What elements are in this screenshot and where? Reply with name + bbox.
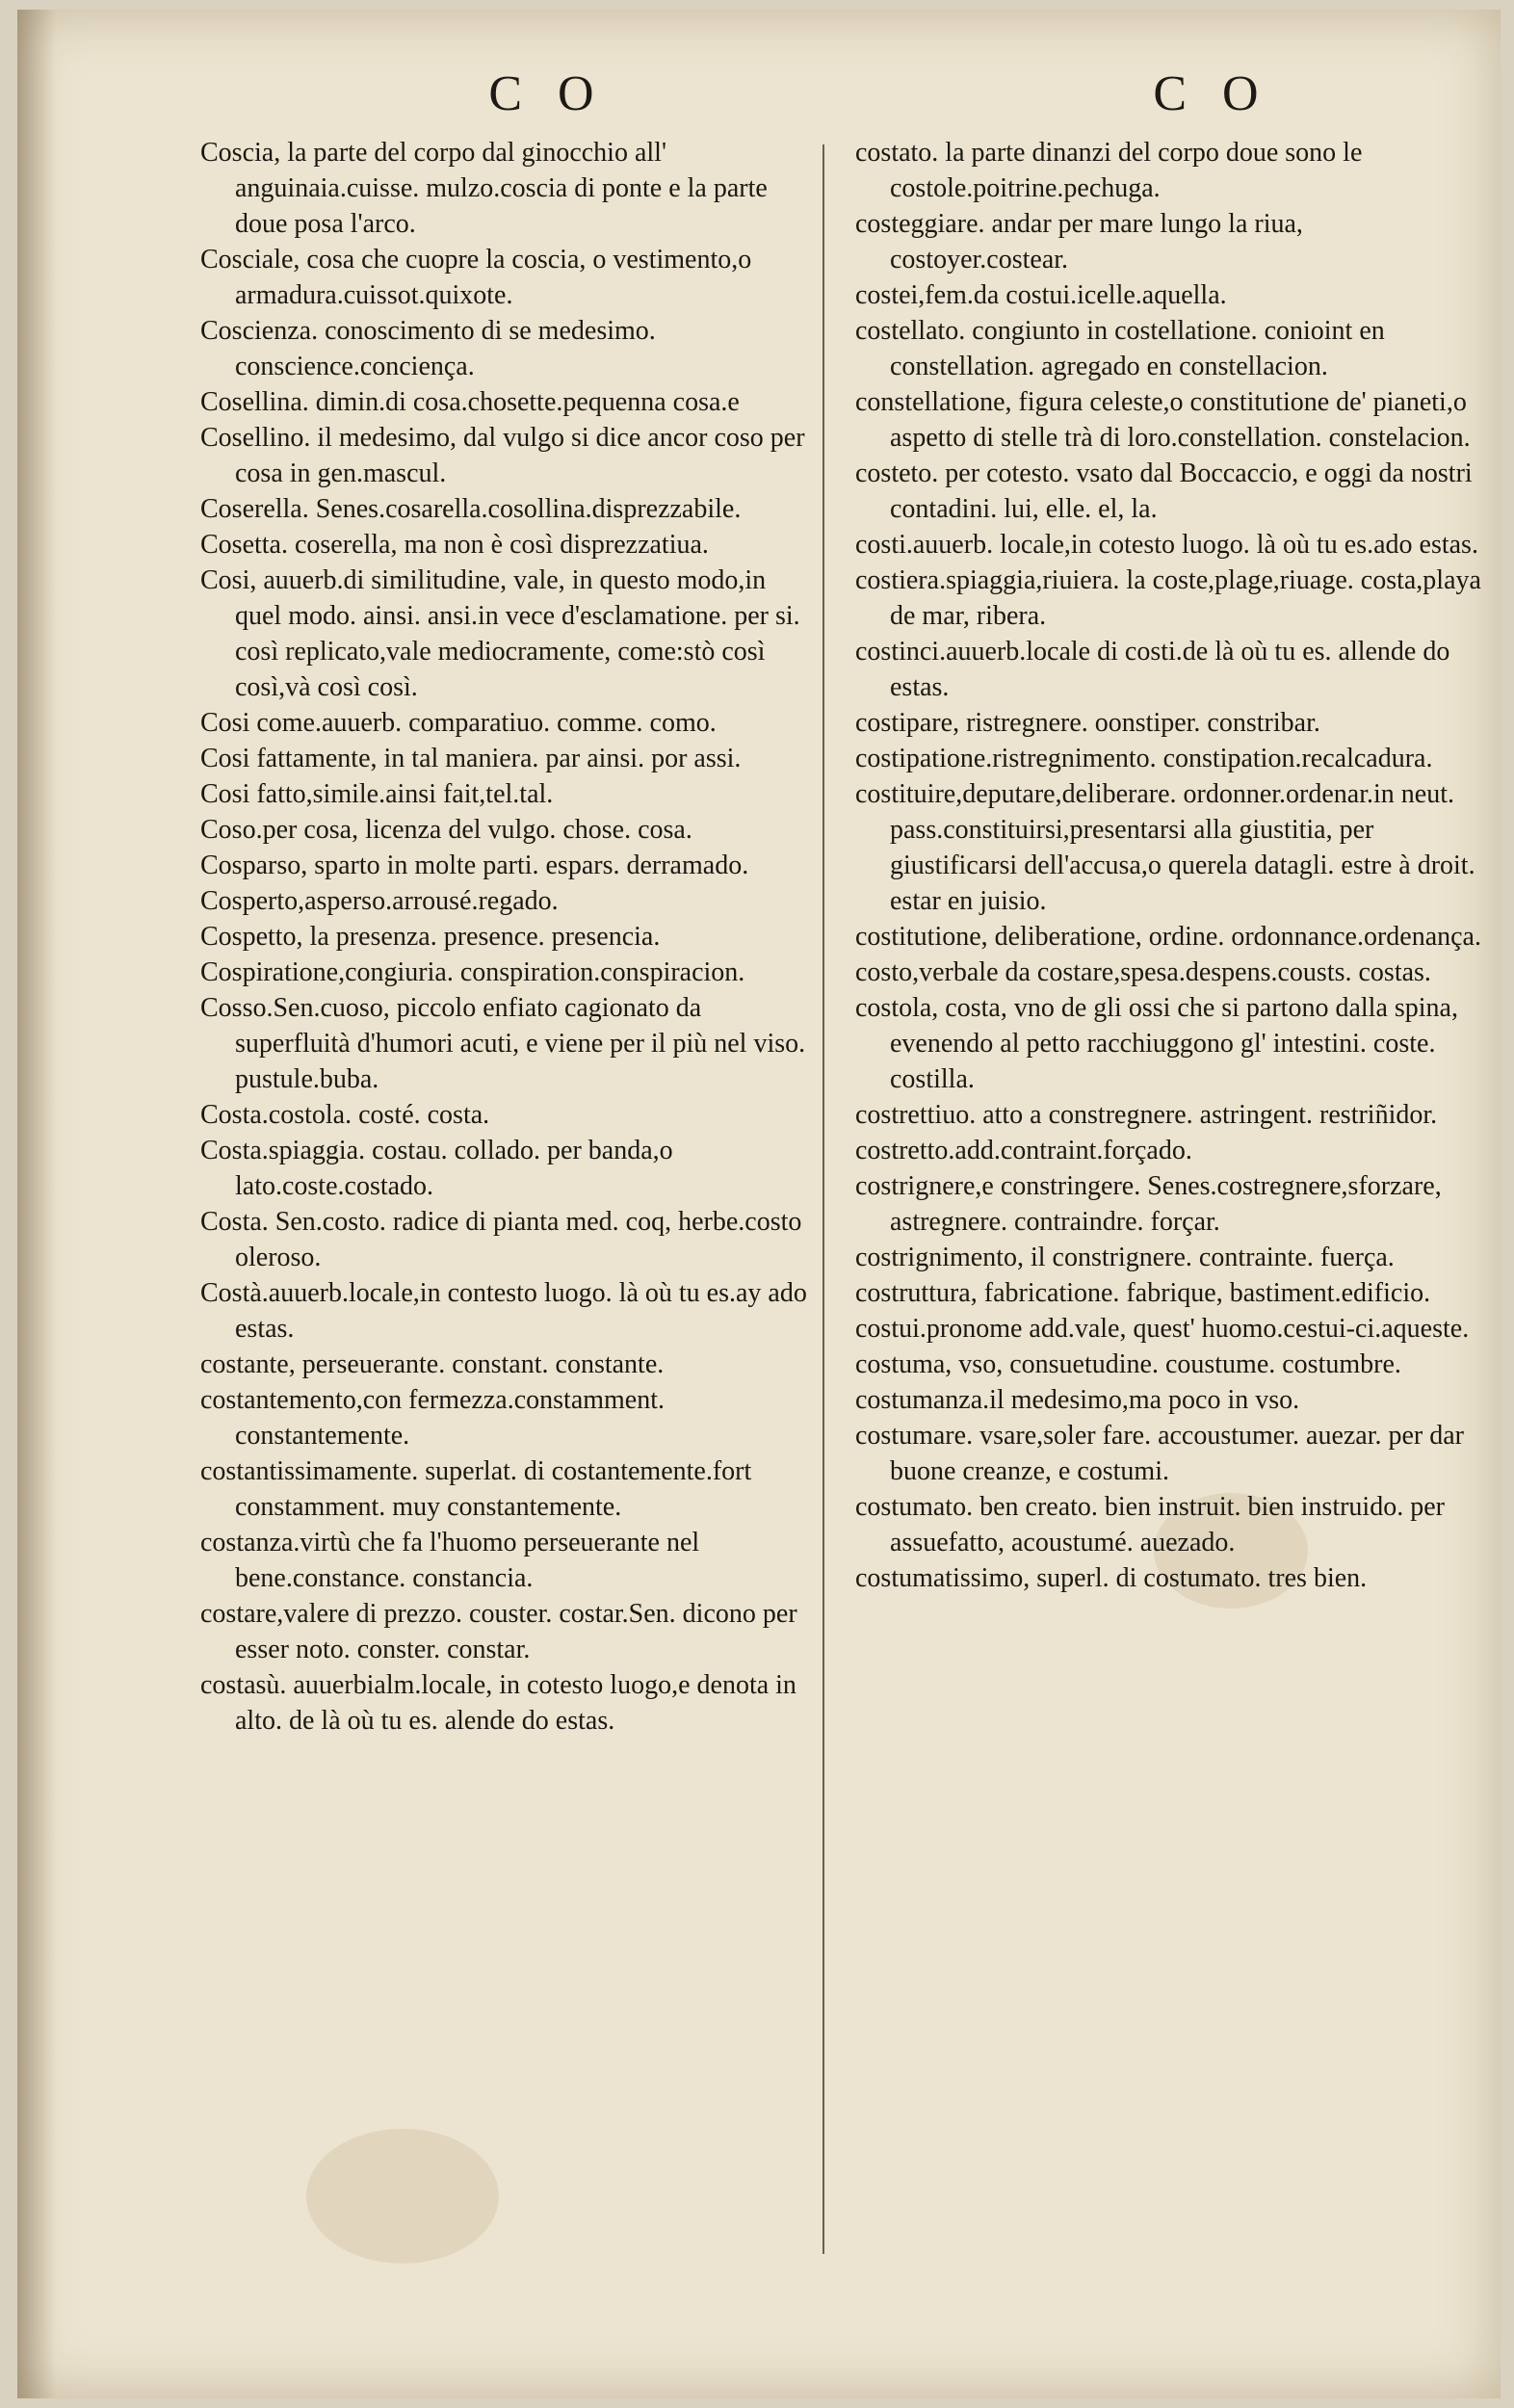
dictionary-entry: constellatione, figura celeste,o constitutione de' pianeti,o aspetto di stelle trà di loro.constellation. constelacion.	[855, 387, 1471, 453]
dictionary-entry: costrignimento, il constrignere. contrainte. fuerça.	[855, 1243, 1395, 1272]
book-page	[17, 10, 1501, 2398]
dictionary-entry: costola, costa, vno de gli ossi che si partono dalla spina, evenendo al petto racchiuggono gl' intestini. coste. costilla.	[855, 993, 1458, 1094]
dictionary-entry: costasù. auuerbialm.locale, in cotesto luogo,e denota in alto. de là où tu es. alende do estas.	[200, 1670, 796, 1736]
dictionary-entry: Costa. Sen.costo. radice di pianta med. coq, herbe.costo oleroso.	[200, 1207, 802, 1272]
dictionary-entry: costellato. congiunto in costellatione. conioint en constellation. agregado en constellacion.	[855, 316, 1385, 381]
dictionary-entry: costinci.auuerb.locale di costi.de là où tu es. allende do estas.	[855, 637, 1450, 702]
dictionary-entry: Cosellino. il medesimo, dal vulgo si dice ancor coso per cosa in gen.mascul.	[200, 423, 805, 488]
dictionary-entry: Cospiratione,congiuria. conspiration.conspiracion.	[200, 957, 745, 987]
dictionary-entry: costanza.virtù che fa l'huomo perseuerante nel bene.constance. constancia.	[200, 1528, 700, 1593]
dictionary-entry: Cosellina. dimin.di cosa.chosette.pequenna cosa.e	[200, 387, 740, 417]
dictionary-entry: Cospetto, la presenza. presence. presencia.	[200, 922, 661, 952]
dictionary-entry: costi.auuerb. locale,in cotesto luogo. là où tu es.ado estas.	[855, 530, 1478, 560]
dictionary-entry: costei,fem.da costui.icelle.aquella.	[855, 280, 1227, 310]
right-running-head: C O	[1153, 66, 1270, 121]
dictionary-entry: costrignere,e constringere. Senes.costregnere,sforzare, astregnere. contraindre. forçar.	[855, 1171, 1442, 1237]
dictionary-entry: costumare. vsare,soler fare. accoustumer. auezar. per dar buone creanze, e costumi.	[855, 1421, 1465, 1486]
dictionary-entry: costuma, vso, consuetudine. coustume. costumbre.	[855, 1349, 1401, 1379]
dictionary-entry: Cosperto,asperso.arrousé.regado.	[200, 886, 559, 916]
dictionary-entry: Cosi come.auuerb. comparatiuo. comme. como.	[200, 708, 717, 738]
dictionary-entry: costituire,deputare,deliberare. ordonner.ordenar.in neut. pass.constituirsi,presentarsi alla giustitia, per giustificarsi dell'accusa,o querela datagli. estre à droit. estar en juisio.	[855, 779, 1475, 916]
dictionary-entry: Cosetta. coserella, ma non è così disprezzatiua.	[200, 530, 709, 560]
dictionary-entry: costumanza.il medesimo,ma poco in vso.	[855, 1385, 1300, 1415]
dictionary-entry: costumatissimo, superl. di costumato. tres bien.	[855, 1563, 1368, 1593]
dictionary-entry: Costa.costola. costé. costa.	[200, 1100, 490, 1130]
dictionary-entry: Costà.auuerb.locale,in contesto luogo. là où tu es.ay ado estas.	[200, 1278, 807, 1344]
dictionary-entry: costruttura, fabricatione. fabrique, bastiment.edificio.	[855, 1278, 1431, 1308]
dictionary-entry: Cosi fatto,simile.ainsi fait,tel.tal.	[200, 779, 554, 809]
dictionary-entry: costato. la parte dinanzi del corpo doue sono le costole.poitrine.pechuga.	[855, 138, 1363, 203]
dictionary-entry: costitutione, deliberatione, ordine. ordonnance.ordenança.	[855, 922, 1481, 952]
dictionary-entry: Cosi, auuerb.di similitudine, vale, in questo modo,in quel modo. ainsi. ansi.in vece d'esclamatione. per si. così replicato,vale mediocramente, come:stò così così,và così così.	[200, 565, 800, 702]
column-divider-rule	[822, 144, 824, 2254]
dictionary-entry: Cosparso, sparto in molte parti. espars. derramado.	[200, 851, 749, 880]
dictionary-entry: Costa.spiaggia. costau. collado. per banda,o lato.coste.costado.	[200, 1136, 673, 1201]
right-column	[855, 135, 1481, 1596]
dictionary-entry: Coscienza. conoscimento di se medesimo. conscience.conciença.	[200, 316, 656, 381]
dictionary-entry: costipare, ristregnere. oonstiper. constribar.	[855, 708, 1320, 738]
page-gutter-shadow	[17, 10, 56, 2398]
dictionary-entry: Coscia, la parte del corpo dal ginocchio all' anguinaia.cuisse. mulzo.coscia di ponte e la parte doue posa l'arco.	[200, 138, 768, 239]
dictionary-entry: costare,valere di prezzo. couster. costar.Sen. dicono per esser noto. conster. constar.	[200, 1599, 797, 1664]
dictionary-entry: Coso.per cosa, licenza del vulgo. chose. cosa.	[200, 815, 692, 845]
dictionary-entry: costantissimamente. superlat. di costantemente.fort constamment. muy constantemente.	[200, 1456, 752, 1522]
dictionary-entry: Cosi fattamente, in tal maniera. par ainsi. por assi.	[200, 744, 742, 773]
dictionary-entry: costumato. ben creato. bien instruit. bien instruido. per assuefatto, acoustumé. auezado.	[855, 1492, 1445, 1557]
dictionary-entry: costante, perseuerante. constant. constante.	[200, 1349, 665, 1379]
dictionary-entry: Cosciale, cosa che cuopre la coscia, o vestimento,o armadura.cuissot.quixote.	[200, 245, 752, 310]
dictionary-entry: costrettiuo. atto a constregnere. astringent. restriñidor.	[855, 1100, 1438, 1130]
dictionary-entry: Cosso.Sen.cuoso, piccolo enfiato cagionato da superfluità d'humori acuti, e viene per il più nel viso. pustule.buba.	[200, 993, 806, 1094]
dictionary-entry: Coserella. Senes.cosarella.cosollina.disprezzabile.	[200, 494, 742, 524]
dictionary-entry: costui.pronome add.vale, quest' huomo.cestui-ci.aqueste.	[855, 1314, 1470, 1344]
left-running-head: C O	[488, 66, 606, 121]
dictionary-entry: costeggiare. andar per mare lungo la riua, costoyer.costear.	[855, 209, 1303, 275]
dictionary-entry: costeto. per cotesto. vsato dal Boccaccio, e oggi da nostri contadini. lui, elle. el, la.	[855, 458, 1473, 524]
dictionary-entry: costretto.add.contraint.forçado.	[855, 1136, 1192, 1165]
dictionary-entry: costo,verbale da costare,spesa.despens.cousts. costas.	[855, 957, 1431, 987]
dictionary-entry: costipatione.ristregnimento. constipation.recalcadura.	[855, 744, 1433, 773]
dictionary-entry: costiera.spiaggia,riuiera. la coste,plage,riuage. costa,playa de mar, ribera.	[855, 565, 1481, 631]
dictionary-entry: costantemento,con fermezza.constamment. constantemente.	[200, 1385, 666, 1451]
left-column	[200, 135, 817, 1739]
paper-stain	[306, 2129, 499, 2264]
